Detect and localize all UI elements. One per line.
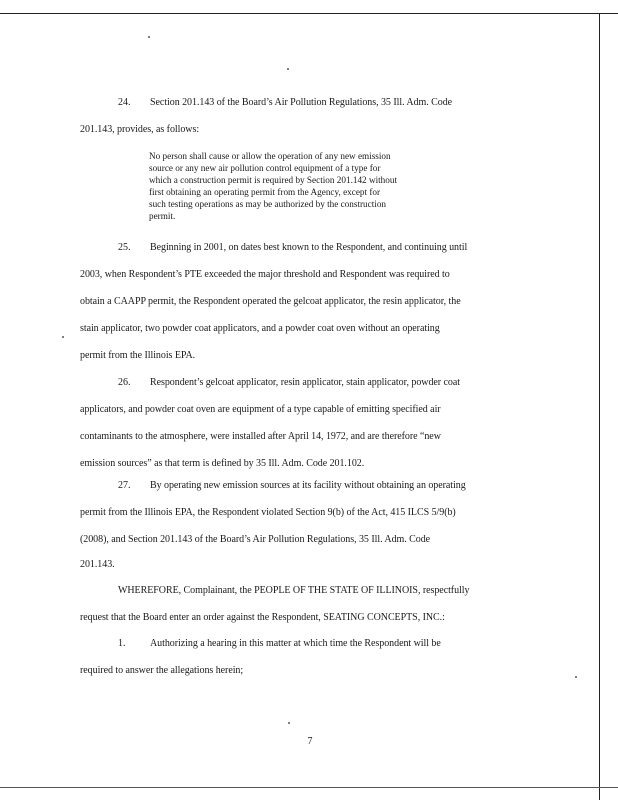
quote-line: permit. (149, 211, 176, 221)
paragraph-text-line: By operating new emission sources at its facility without obtaining an operating (150, 480, 466, 491)
paragraph-number: 25. (118, 242, 131, 253)
paragraph-text-line: applicators, and powder coat oven are equipment of a type capable of emitting specified air (80, 404, 441, 415)
scan-border-top (0, 13, 618, 14)
paragraph-text-line: (2008), and Section 201.143 of the Board’s Air Pollution Regulations, 35 Ill. Adm. Code (80, 534, 431, 545)
item-number: 1. (118, 638, 126, 649)
paragraph-text-line: required to answer the allegations herein; (80, 665, 244, 676)
paragraph-number: 27. (118, 480, 131, 491)
paragraph-text-line: 201.143, provides, as follows: (80, 124, 200, 135)
paragraph-text-line: emission sources” as that term is defined by 35 Ill. Adm. Code 201.102. (80, 458, 365, 469)
paragraph-text-line: Section 201.143 of the Board’s Air Pollution Regulations, 35 Ill. Adm. Code (150, 97, 453, 108)
quote-line: such testing operations as may be authorized by the construction (149, 199, 387, 209)
scan-border-right (599, 13, 600, 800)
quote-line: source or any new air pollution control equipment of a type for (149, 163, 381, 173)
paragraph-text-line: stain applicator, two powder coat applicators, and a powder coat oven without an operating (80, 323, 440, 334)
paragraph-text-line: 201.143. (80, 559, 115, 570)
quote-line: first obtaining an operating permit from the Agency, except for (149, 187, 381, 197)
scan-speck (288, 722, 290, 724)
paragraph-text-line: 2003, when Respondent’s PTE exceeded the major threshold and Respondent was required to (80, 269, 450, 280)
paragraph-text-line: contaminants to the atmosphere, were installed after April 14, 1972, and are therefore “new (80, 431, 441, 442)
scan-border-bottom (0, 787, 618, 788)
quote-line: which a construction permit is required by Section 201.142 without (149, 175, 398, 185)
paragraph-text-line: Beginning in 2001, on dates best known to the Respondent, and continuing until (150, 242, 468, 253)
paragraph-text-line: obtain a CAAPP permit, the Respondent operated the gelcoat applicator, the resin applicator, the (80, 296, 461, 307)
paragraph-text-line: permit from the Illinois EPA, the Respondent violated Section 9(b) of the Act, 415 ILCS 5/9(b) (80, 507, 456, 518)
paragraph-text-line: request that the Board enter an order against the Respondent, SEATING CONCEPTS, INC.: (80, 612, 445, 623)
scan-speck (575, 676, 577, 678)
paragraph-text-line: WHEREFORE, Complainant, the PEOPLE OF THE STATE OF ILLINOIS, respectfully (118, 585, 470, 596)
quote-line: No person shall cause or allow the operation of any new emission (149, 151, 391, 161)
scan-speck (148, 36, 150, 38)
paragraph-number: 24. (118, 97, 131, 108)
paragraph-text-line: Authorizing a hearing in this matter at which time the Respondent will be (150, 638, 441, 649)
scan-speck (287, 68, 289, 70)
scan-speck (62, 336, 64, 338)
paragraph-text-line: Respondent’s gelcoat applicator, resin applicator, stain applicator, powder coat (150, 377, 460, 388)
page-number: 7 (307, 736, 313, 747)
paragraph-text-line: permit from the Illinois EPA. (80, 350, 196, 361)
paragraph-number: 26. (118, 377, 131, 388)
